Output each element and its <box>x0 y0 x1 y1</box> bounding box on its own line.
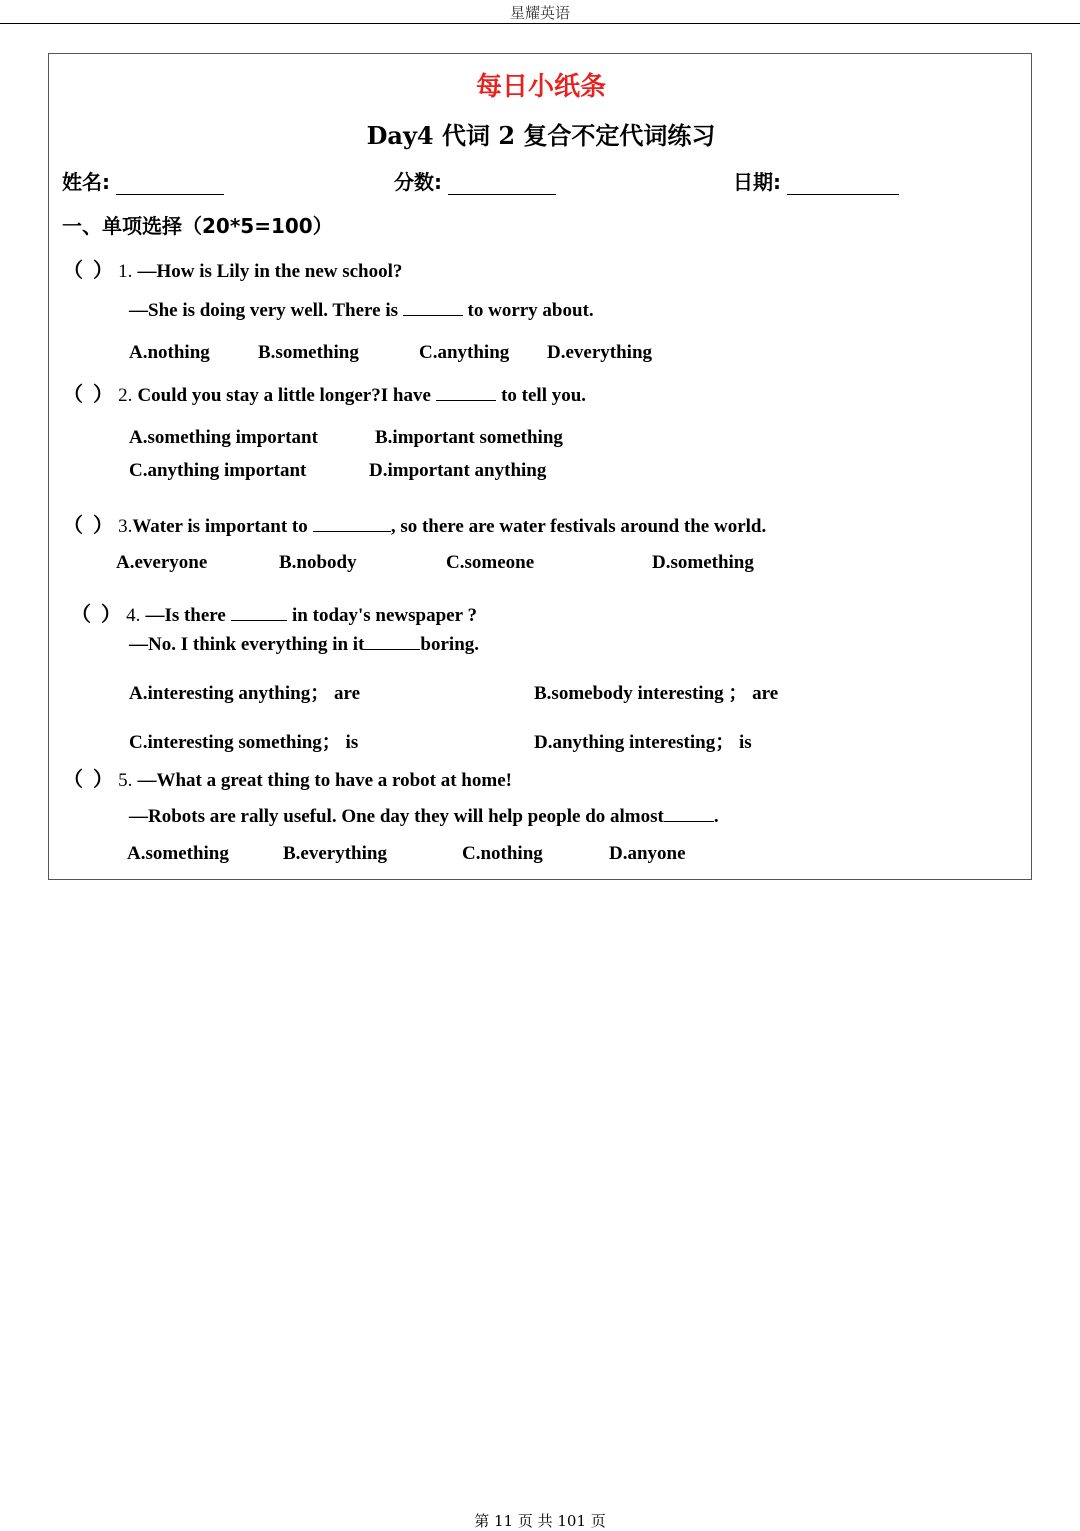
answer-blank[interactable] <box>664 805 714 822</box>
header-divider <box>0 23 1080 24</box>
question-prompt: , so there are water festivals around the world. <box>390 516 767 537</box>
question-prompt: to tell you. <box>501 385 587 406</box>
option-b[interactable]: B.something <box>258 342 359 363</box>
score-label: 分数: <box>394 170 442 194</box>
option-a[interactable]: A.nothing <box>129 342 210 363</box>
answer-paren-close: ） <box>93 513 113 537</box>
question-5 <box>63 763 512 792</box>
question-3 <box>63 509 766 538</box>
question-number: 3. <box>118 516 133 537</box>
date-blank[interactable] <box>787 174 899 195</box>
answer-paren-close: ） <box>93 382 113 406</box>
question-number: 2. <box>118 385 133 406</box>
answer-paren-open: （ <box>63 258 83 282</box>
question-2 <box>63 378 586 407</box>
question-number: 4. <box>126 605 141 626</box>
question-1 <box>63 254 402 283</box>
answer-paren-open: （ <box>63 767 83 791</box>
header-brand: 星耀英语 <box>509 4 570 22</box>
option-d[interactable]: D.something <box>652 552 754 573</box>
option-b[interactable]: B.important something <box>375 427 563 448</box>
question-number: 5. <box>118 770 133 791</box>
reply-text: —She is doing very well. There is <box>129 300 399 321</box>
option-d[interactable]: D.everything <box>547 342 653 363</box>
worksheet <box>48 53 1032 880</box>
answer-paren-close: ） <box>93 767 113 791</box>
question-5-reply <box>129 805 719 828</box>
worksheet-title: 每日小纸条 <box>475 72 606 102</box>
answer-paren-close: ） <box>93 258 113 282</box>
option-d[interactable]: D.anything interesting； is <box>534 732 752 753</box>
date-field[interactable] <box>733 166 899 195</box>
answer-blank[interactable] <box>364 633 420 650</box>
question-prompt: —Is there <box>145 605 226 626</box>
answer-paren-open: （ <box>71 602 91 626</box>
option-c[interactable]: C.someone <box>446 552 535 573</box>
answer-blank[interactable] <box>313 515 391 532</box>
answer-blank[interactable] <box>231 604 287 621</box>
reply-text: —Robots are rally useful. One day they will help people do almost <box>129 806 664 827</box>
score-field[interactable] <box>394 166 556 195</box>
option-a[interactable]: A.something important <box>129 427 318 448</box>
question-number: 1. <box>118 261 133 282</box>
option-b[interactable]: B.nobody <box>279 552 357 573</box>
answer-blank[interactable] <box>436 384 496 401</box>
reply-text: boring. <box>420 634 480 655</box>
question-prompt: —What a great thing to have a robot at home! <box>137 770 512 791</box>
name-label: 姓名: <box>62 170 110 194</box>
option-a[interactable]: A.something <box>127 843 229 864</box>
answer-paren-open: （ <box>63 513 83 537</box>
option-b[interactable]: B.somebody interesting ； are <box>534 683 779 704</box>
option-c[interactable]: C.nothing <box>462 843 543 864</box>
answer-paren-open: （ <box>63 382 83 406</box>
option-a[interactable]: A.interesting anything； are <box>129 683 360 704</box>
answer-blank[interactable] <box>403 299 463 316</box>
option-c[interactable]: C.anything <box>419 342 510 363</box>
question-1-reply <box>129 299 594 322</box>
name-field[interactable] <box>62 166 224 195</box>
option-c[interactable]: C.anything important <box>129 460 307 481</box>
question-prompt: —How is Lily in the new school? <box>137 261 403 282</box>
worksheet-subtitle: Day4 代词 2 复合不定代词练习 <box>366 121 716 150</box>
question-4 <box>71 598 477 627</box>
reply-text: —No. I think everything in it <box>129 634 365 655</box>
section-title: 一、单项选择（20*5=100） <box>62 214 333 238</box>
answer-paren-close: ） <box>101 602 121 626</box>
date-label: 日期: <box>733 170 781 194</box>
score-blank[interactable] <box>448 174 556 195</box>
option-b[interactable]: B.everything <box>283 843 387 864</box>
name-blank[interactable] <box>116 174 224 195</box>
option-d[interactable]: D.anyone <box>609 843 686 864</box>
reply-text: to worry about. <box>467 300 594 321</box>
question-prompt: in today's newspaper ? <box>292 605 477 626</box>
page-footer: 第 11 页 共 101 页 <box>474 1512 606 1530</box>
option-a[interactable]: A.everyone <box>116 552 208 573</box>
option-d[interactable]: D.important anything <box>369 460 547 481</box>
option-c[interactable]: C.interesting something； is <box>129 732 359 753</box>
reply-text: . <box>713 806 719 827</box>
question-prompt: Could you stay a little longer?I have <box>137 385 431 406</box>
question-prompt: Water is important to <box>132 516 308 537</box>
question-4-reply <box>129 633 479 656</box>
